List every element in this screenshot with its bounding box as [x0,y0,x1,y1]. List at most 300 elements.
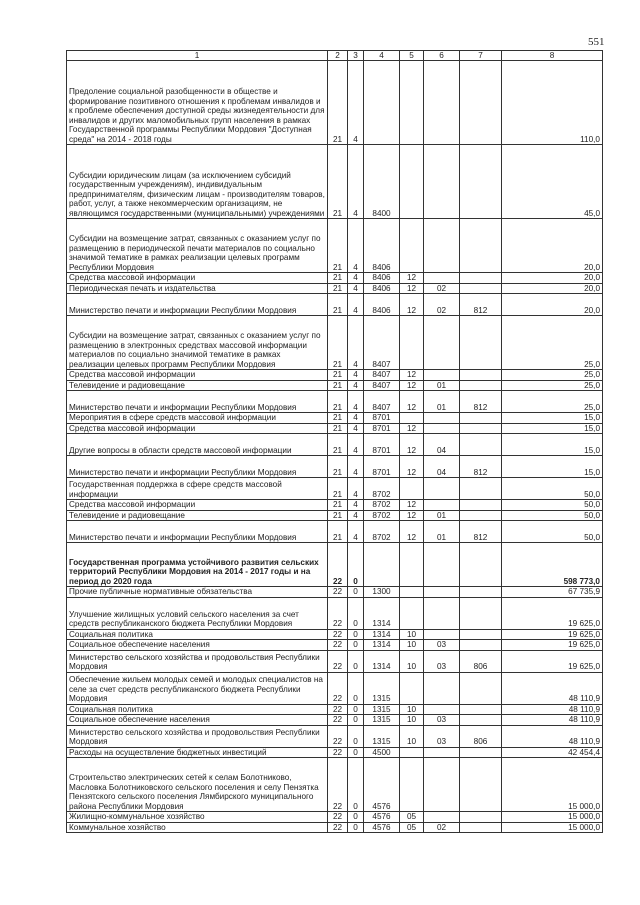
department-cell [460,715,502,726]
department-cell [460,510,502,521]
row-name-cell: Государственная поддержка в сфере средств массовой информации [67,478,328,500]
subsection-cell: 0 [348,812,364,823]
amount-cell: 42 454,4 [502,747,603,758]
department-cell [460,704,502,715]
function-cell: 03 [424,650,460,672]
row-name-cell: Жилищно-коммунальное хозяйство [67,812,328,823]
expense-type-cell: 12 [400,370,424,381]
subsection-cell: 4 [348,510,364,521]
subsection-cell: 4 [348,283,364,294]
table-row [67,672,603,704]
table-row [67,597,603,629]
row-name-cell: Средства массовой информации [67,423,328,434]
target-item-cell: 8406 [364,273,400,284]
amount-cell: 110,0 [502,61,603,145]
table-row [67,650,603,672]
target-item-cell: 8407 [364,391,400,413]
section-cell: 22 [328,640,348,651]
function-cell: 02 [424,283,460,294]
function-cell [424,758,460,812]
amount-cell: 19 625,0 [502,629,603,640]
row-name-cell: Социальное обеспечение населения [67,640,328,651]
subsection-cell: 0 [348,822,364,833]
function-cell: 03 [424,715,460,726]
expense-type-cell: 10 [400,629,424,640]
subsection-cell: 0 [348,704,364,715]
section-cell: 21 [328,391,348,413]
expense-type-cell: 05 [400,812,424,823]
row-name-cell: Другие вопросы в области средств массовой информации [67,434,328,456]
subsection-cell: 0 [348,747,364,758]
expense-type-cell: 10 [400,725,424,747]
amount-cell: 19 625,0 [502,640,603,651]
function-cell [424,273,460,284]
expense-type-cell [400,61,424,145]
department-cell [460,434,502,456]
function-cell [424,145,460,219]
table-row [67,219,603,273]
table-row [67,391,603,413]
amount-cell: 25,0 [502,370,603,381]
department-cell: 806 [460,725,502,747]
department-cell [460,629,502,640]
function-cell [424,478,460,500]
target-item-cell: 8407 [364,380,400,391]
target-item-cell: 1315 [364,672,400,704]
table-row [67,478,603,500]
subsection-cell: 0 [348,597,364,629]
row-name-cell: Государственная программа устойчивого развития сельских территорий Республики Мордовия на 2014 - 2017 годы и на период до 2020 года [67,543,328,587]
function-cell [424,413,460,424]
amount-cell: 25,0 [502,316,603,370]
expense-type-cell: 12 [400,380,424,391]
target-item-cell: 1315 [364,715,400,726]
table-row [67,283,603,294]
expense-type-cell: 10 [400,640,424,651]
subsection-cell: 4 [348,423,364,434]
table-row [67,725,603,747]
column-header: 8 [502,51,603,61]
function-cell [424,747,460,758]
section-cell: 21 [328,316,348,370]
row-name-cell: Периодическая печать и издательства [67,283,328,294]
section-cell: 21 [328,380,348,391]
row-name-cell: Социальная политика [67,629,328,640]
amount-cell: 15,0 [502,423,603,434]
section-cell: 22 [328,747,348,758]
table-row [67,413,603,424]
expense-type-cell: 05 [400,822,424,833]
department-cell [460,423,502,434]
department-cell [460,672,502,704]
section-cell: 22 [328,758,348,812]
row-name-cell: Министерство печати и информации Республики Мордовия [67,294,328,316]
function-cell: 04 [424,456,460,478]
department-cell [460,478,502,500]
function-cell: 01 [424,510,460,521]
subsection-cell: 0 [348,725,364,747]
table-row [67,715,603,726]
target-item-cell: 8702 [364,478,400,500]
subsection-cell: 4 [348,478,364,500]
department-cell: 806 [460,650,502,672]
target-item-cell: 8701 [364,413,400,424]
target-item-cell: 1314 [364,629,400,640]
row-name-cell: Расходы на осуществление бюджетных инвестиций [67,747,328,758]
function-cell [424,587,460,598]
function-cell [424,61,460,145]
section-cell: 21 [328,423,348,434]
department-cell [460,61,502,145]
function-cell: 01 [424,380,460,391]
table-row [67,145,603,219]
table-row [67,521,603,543]
table-row [67,434,603,456]
subsection-cell: 4 [348,316,364,370]
table-row [67,294,603,316]
row-name-cell: Министерство печати и информации Республики Мордовия [67,391,328,413]
amount-cell: 48 110,9 [502,725,603,747]
table-row [67,640,603,651]
expense-type-cell [400,316,424,370]
department-cell [460,500,502,511]
table-row [67,273,603,284]
amount-cell: 20,0 [502,219,603,273]
table-row [67,456,603,478]
subsection-cell: 4 [348,456,364,478]
column-header: 3 [348,51,364,61]
expense-type-cell [400,672,424,704]
expense-type-cell: 10 [400,704,424,715]
row-name-cell: Средства массовой информации [67,500,328,511]
table-row [67,500,603,511]
expense-type-cell [400,543,424,587]
section-cell: 22 [328,597,348,629]
row-name-cell: Коммунальное хозяйство [67,822,328,833]
amount-cell: 50,0 [502,500,603,511]
department-cell [460,273,502,284]
table-row [67,380,603,391]
row-name-cell: Министерство сельского хозяйства и продовольствия Республики Мордовия [67,650,328,672]
department-cell [460,413,502,424]
department-cell [460,380,502,391]
amount-cell: 15 000,0 [502,822,603,833]
amount-cell: 20,0 [502,294,603,316]
function-cell [424,219,460,273]
section-cell: 22 [328,715,348,726]
expense-type-cell: 12 [400,294,424,316]
subsection-cell: 4 [348,380,364,391]
target-item-cell: 4576 [364,822,400,833]
subsection-cell: 0 [348,672,364,704]
department-cell [460,640,502,651]
expense-type-cell: 12 [400,510,424,521]
subsection-cell: 0 [348,650,364,672]
section-cell: 22 [328,629,348,640]
target-item-cell: 4576 [364,758,400,812]
column-header: 7 [460,51,502,61]
table-row [67,61,603,145]
subsection-cell: 4 [348,219,364,273]
section-cell: 21 [328,283,348,294]
department-cell [460,822,502,833]
section-cell: 21 [328,434,348,456]
expense-type-cell [400,747,424,758]
section-cell: 22 [328,725,348,747]
department-cell [460,283,502,294]
expense-type-cell: 12 [400,456,424,478]
table-row [67,629,603,640]
function-cell [424,423,460,434]
target-item-cell: 1314 [364,640,400,651]
target-item-cell: 1315 [364,704,400,715]
expense-type-cell [400,758,424,812]
amount-cell: 15,0 [502,456,603,478]
expense-type-cell [400,478,424,500]
expense-type-cell [400,587,424,598]
row-name-cell: Субсидии юридическим лицам (за исключением субсидий государственным учреждениям), индивидуальным предпринимателям, физическим лицам - производителям товаров, работ, услуг, а также некоммерческим организациям, не являющимся государственными (муниципальными) учреждениями [67,145,328,219]
department-cell: 812 [460,456,502,478]
column-header: 2 [328,51,348,61]
amount-cell: 45,0 [502,145,603,219]
target-item-cell: 8702 [364,521,400,543]
row-name-cell: Предоление социальной разобщенности в обществе и формирование позитивного отношения к проблемам инвалидов и к проблеме обеспечения доступной среды жизнедеятельности для инвалидов и других маломобильных групп населения в рамках Государственной программы Республики Мордовия "Доступная среда" на 2014 - 2018 годы [67,61,328,145]
target-item-cell: 1300 [364,587,400,598]
amount-cell: 20,0 [502,283,603,294]
table-row [67,812,603,823]
target-item-cell: 8406 [364,219,400,273]
column-header: 1 [67,51,328,61]
function-cell: 04 [424,434,460,456]
budget-table [66,50,603,833]
target-item-cell: 1314 [364,597,400,629]
expense-type-cell [400,597,424,629]
function-cell [424,543,460,587]
row-name-cell: Строительство электрических сетей к селам Болотниково, Масловка Болотниковского сельского поселения и селу Пензятка Пензятского сельского поселения Лямбирского муниципального района Республики Мордовия [67,758,328,812]
section-cell: 22 [328,672,348,704]
amount-cell: 50,0 [502,478,603,500]
function-cell [424,812,460,823]
department-cell [460,316,502,370]
target-item-cell: 1314 [364,650,400,672]
amount-cell: 19 625,0 [502,597,603,629]
function-cell [424,597,460,629]
amount-cell: 20,0 [502,273,603,284]
function-cell: 03 [424,640,460,651]
amount-cell: 15,0 [502,413,603,424]
target-item-cell: 8406 [364,283,400,294]
subsection-cell: 0 [348,640,364,651]
subsection-cell: 4 [348,500,364,511]
expense-type-cell: 12 [400,434,424,456]
section-cell: 21 [328,510,348,521]
target-item-cell: 8702 [364,510,400,521]
column-header: 5 [400,51,424,61]
department-cell [460,812,502,823]
department-cell [460,219,502,273]
subsection-cell: 4 [348,434,364,456]
subsection-cell: 4 [348,61,364,145]
row-name-cell: Субсидии на возмещение затрат, связанных с оказанием услуг по размещению в периодической печати материалов по социально значимой тематике в рамках реализации целевых программ Республики Мордовия [67,219,328,273]
target-item-cell [364,61,400,145]
table-row [67,704,603,715]
target-item-cell: 8406 [364,294,400,316]
section-cell: 21 [328,294,348,316]
department-cell [460,597,502,629]
expense-type-cell: 10 [400,650,424,672]
section-cell: 22 [328,543,348,587]
function-cell [424,316,460,370]
function-cell: 03 [424,725,460,747]
function-cell [424,370,460,381]
row-name-cell: Субсидии на возмещение затрат, связанных с оказанием услуг по размещению в электронных средствах массовой информации материалов по социально значимой тематике в рамках реализации целевых программ Республики Мордовия [67,316,328,370]
function-cell: 02 [424,294,460,316]
amount-cell: 50,0 [502,510,603,521]
subsection-cell: 4 [348,521,364,543]
row-name-cell: Министерство сельского хозяйства и продовольствия Республики Мордовия [67,725,328,747]
target-item-cell: 1315 [364,725,400,747]
function-cell: 01 [424,521,460,543]
expense-type-cell: 12 [400,521,424,543]
subsection-cell: 4 [348,391,364,413]
target-item-cell: 4500 [364,747,400,758]
section-cell: 21 [328,370,348,381]
expense-type-cell: 12 [400,391,424,413]
section-cell: 21 [328,61,348,145]
section-cell: 21 [328,413,348,424]
amount-cell: 25,0 [502,391,603,413]
function-cell [424,500,460,511]
department-cell [460,370,502,381]
row-name-cell: Телевидение и радиовещание [67,380,328,391]
row-name-cell: Средства массовой информации [67,370,328,381]
table-row [67,370,603,381]
table-row [67,316,603,370]
subsection-cell: 0 [348,587,364,598]
section-cell: 21 [328,521,348,543]
table-row [67,758,603,812]
target-item-cell: 8701 [364,456,400,478]
expense-type-cell: 12 [400,423,424,434]
amount-cell: 67 735,9 [502,587,603,598]
section-cell: 21 [328,456,348,478]
department-cell [460,747,502,758]
amount-cell: 48 110,9 [502,672,603,704]
row-name-cell: Министерство печати и информации Республики Мордовия [67,521,328,543]
section-cell: 21 [328,219,348,273]
target-item-cell: 4576 [364,812,400,823]
function-cell [424,629,460,640]
row-name-cell: Средства массовой информации [67,273,328,284]
target-item-cell: 8400 [364,145,400,219]
table-row [67,423,603,434]
expense-type-cell: 12 [400,273,424,284]
subsection-cell: 4 [348,370,364,381]
page-number: 551 [588,36,605,48]
row-name-cell: Прочие публичные нормативные обязательства [67,587,328,598]
amount-cell: 15 000,0 [502,758,603,812]
row-name-cell: Телевидение и радиовещание [67,510,328,521]
row-name-cell: Социальное обеспечение населения [67,715,328,726]
table-row [67,747,603,758]
section-cell: 21 [328,500,348,511]
department-cell [460,758,502,812]
section-cell: 21 [328,273,348,284]
subsection-cell: 4 [348,145,364,219]
section-cell: 21 [328,145,348,219]
table-row [67,510,603,521]
amount-cell: 598 773,0 [502,543,603,587]
department-cell: 812 [460,521,502,543]
section-cell: 22 [328,587,348,598]
subsection-cell: 4 [348,273,364,284]
table-body [67,61,603,833]
department-cell [460,543,502,587]
amount-cell: 48 110,9 [502,704,603,715]
department-cell [460,587,502,598]
row-name-cell: Улучшение жилищных условий сельского населения за счет средств республиканского бюджета Республики Мордовия [67,597,328,629]
target-item-cell: 8407 [364,316,400,370]
column-header: 6 [424,51,460,61]
department-cell: 812 [460,391,502,413]
expense-type-cell [400,219,424,273]
row-name-cell: Министерство печати и информации Республики Мордовия [67,456,328,478]
row-name-cell: Обеспечение жильем молодых семей и молодых специалистов на селе за счет средств республиканского бюджета Республики Мордовия [67,672,328,704]
department-cell [460,145,502,219]
target-item-cell: 8702 [364,500,400,511]
amount-cell: 19 625,0 [502,650,603,672]
section-cell: 22 [328,704,348,715]
amount-cell: 50,0 [502,521,603,543]
target-item-cell: 8407 [364,370,400,381]
target-item-cell: 8701 [364,423,400,434]
amount-cell: 25,0 [502,380,603,391]
function-cell: 02 [424,822,460,833]
expense-type-cell [400,145,424,219]
expense-type-cell: 12 [400,500,424,511]
amount-cell: 48 110,9 [502,715,603,726]
subsection-cell: 0 [348,758,364,812]
department-cell: 812 [460,294,502,316]
table-header-row [67,51,603,61]
row-name-cell: Мероприятия в сфере средств массовой информации [67,413,328,424]
table-row [67,543,603,587]
expense-type-cell: 10 [400,715,424,726]
row-name-cell: Социальная политика [67,704,328,715]
table-row [67,587,603,598]
function-cell [424,672,460,704]
section-cell: 22 [328,822,348,833]
subsection-cell: 0 [348,543,364,587]
subsection-cell: 4 [348,294,364,316]
section-cell: 21 [328,478,348,500]
column-header: 4 [364,51,400,61]
subsection-cell: 0 [348,629,364,640]
function-cell: 01 [424,391,460,413]
target-item-cell [364,543,400,587]
amount-cell: 15 000,0 [502,812,603,823]
section-cell: 22 [328,812,348,823]
target-item-cell: 8701 [364,434,400,456]
section-cell: 22 [328,650,348,672]
subsection-cell: 4 [348,413,364,424]
function-cell [424,704,460,715]
expense-type-cell [400,413,424,424]
subsection-cell: 0 [348,715,364,726]
amount-cell: 15,0 [502,434,603,456]
table-row [67,822,603,833]
expense-type-cell: 12 [400,283,424,294]
